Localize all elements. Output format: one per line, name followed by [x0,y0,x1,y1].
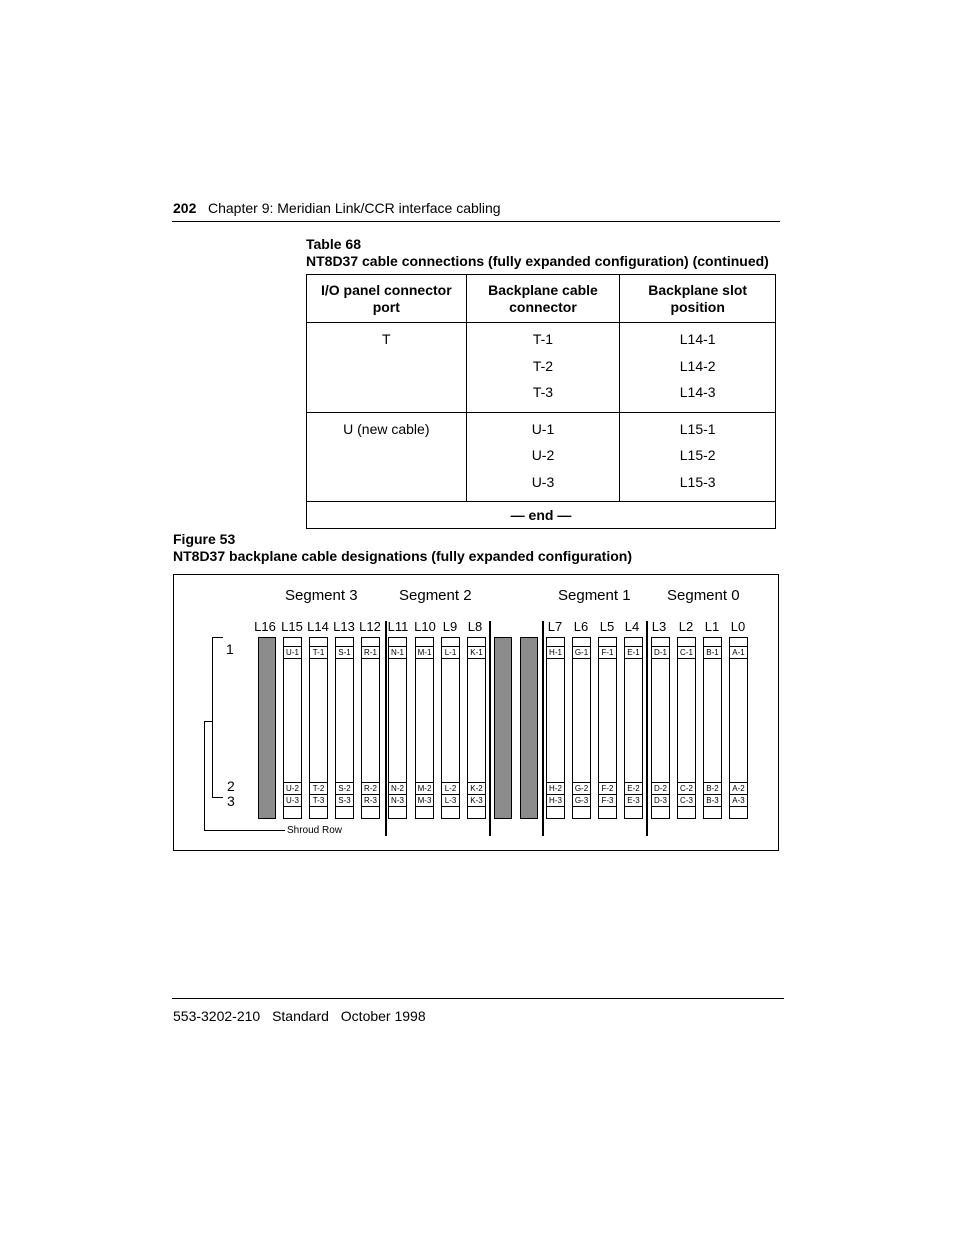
connector-label: D-2 [652,782,669,794]
connector-label: B-3 [704,794,721,807]
doc-status: Standard [272,1008,329,1024]
segment-1-label: Segment 1 [558,587,631,604]
connector-label: C-3 [678,794,695,807]
slot-label: L3 [651,619,667,634]
position-cell: L15-1 L15-2 L15-3 [620,412,776,502]
table-row [307,412,776,502]
connector-label: D-1 [652,646,669,659]
slot-card [415,637,434,819]
segment-divider [646,621,648,836]
table-end-row [307,502,776,529]
filler-slot [494,637,512,819]
connector-label: R-1 [362,646,379,659]
slot-label: L14 [307,619,329,634]
row-label-3: 3 [227,793,235,809]
slot-label: L4 [624,619,640,634]
slot-card [703,637,722,819]
connector-label: T-3 [310,794,327,807]
position-cell: L14-1 L14-2 L14-3 [620,323,776,413]
connector-label: R-3 [362,794,379,807]
slot-card [467,637,486,819]
connector-label: A-3 [730,794,747,807]
footer [173,1008,434,1024]
slot-label: L10 [414,619,436,634]
chapter-title: Chapter 9: Meridian Link/CCR interface cabling [208,200,501,216]
slot-card [283,637,302,819]
connector-label: N-1 [389,646,406,659]
connector-label: N-2 [389,782,406,794]
connector-label: H-1 [547,646,564,659]
figure-title: NT8D37 backplane cable designations (fully expanded configuration) [173,548,632,564]
port-cell: U (new cable) [307,412,467,502]
connector-label: A-2 [730,782,747,794]
column-header: Backplane slot position [620,275,776,323]
connector-label: K-2 [468,782,485,794]
connector-label: S-1 [336,646,353,659]
slot-card [598,637,617,819]
connector-label: E-3 [625,794,642,807]
filler-slot [520,637,538,819]
connector-label: T-2 [310,782,327,794]
slot-label: L5 [599,619,615,634]
slot-card [572,637,591,819]
slot-card [388,637,407,819]
slot-label: L2 [678,619,694,634]
slot-label: L1 [704,619,720,634]
slot-card [335,637,354,819]
table-title: NT8D37 cable connections (fully expanded configuration) (continued) [306,253,769,269]
shroud-bracket-tick [204,721,212,722]
connector-label: E-1 [625,646,642,659]
slot-label: L15 [281,619,303,634]
column-header: I/O panel connector port [307,275,467,323]
connector-label: M-3 [417,796,432,805]
slot-label: L7 [547,619,563,634]
slot-card [361,637,380,819]
connector-label: H-2 [547,782,564,794]
slot-label: L9 [442,619,458,634]
connector-label: F-1 [599,646,616,659]
slot-label: L8 [467,619,483,634]
connector-label: F-3 [599,794,616,807]
connector-label: G-3 [574,796,589,805]
doc-number: 553-3202-210 [173,1008,261,1024]
connector-label: D-3 [652,794,669,807]
page-number: 202 [173,200,197,216]
slot-card [677,637,696,819]
connector-label: H-3 [547,794,564,807]
connector-label: M-2 [417,784,432,793]
segment-divider [489,621,491,836]
shroud-row-label: Shroud Row [287,825,343,836]
slot-label: L12 [359,619,381,634]
connector-label: B-2 [704,782,721,794]
connector-label: L-1 [442,646,459,659]
table-end: — end — [307,502,776,529]
segment-2-label: Segment 2 [399,587,472,604]
connector-label: C-2 [678,782,695,794]
connector-label: L-2 [442,782,459,794]
connector-label: U-2 [284,782,301,794]
header-rule [172,221,780,222]
connector-label: K-1 [468,646,485,659]
segment-divider [542,621,544,836]
connector-cell: T-1 T-2 T-3 [466,323,620,413]
segment-divider [385,621,387,836]
footer-rule [172,998,784,999]
connector-label: S-2 [336,782,353,794]
slot-card [624,637,643,819]
connector-label: M-1 [417,648,432,657]
connector-label: G-2 [574,784,589,793]
slot-card [729,637,748,819]
connector-label: N-3 [389,794,406,807]
slot-card [441,637,460,819]
connector-label: C-1 [678,646,695,659]
slot-label: L0 [730,619,746,634]
filler-slot [258,637,276,819]
segment-0-label: Segment 0 [667,587,740,604]
connector-label: G-1 [574,648,589,657]
connector-label: U-3 [284,794,301,807]
column-header: Backplane cable connector [466,275,620,323]
doc-date: October 1998 [340,1008,426,1024]
connector-label: B-1 [704,646,721,659]
cable-connections-table [306,274,776,529]
figure-label: Figure 53 [173,531,236,547]
row-label-2: 2 [227,778,235,794]
connector-label: F-2 [599,782,616,794]
connector-label: U-1 [284,646,301,659]
connector-label: T-1 [310,646,327,659]
connector-label: K-3 [468,794,485,807]
slot-card [651,637,670,819]
slot-card [309,637,328,819]
slot-label: L16 [254,619,276,634]
slot-card [546,637,565,819]
port-cell: T [307,323,467,413]
table-row [307,323,776,413]
connector-label: L-3 [442,794,459,807]
slot-label: L11 [387,619,409,634]
slot-label: L6 [573,619,589,634]
table-label: Table 68 [306,236,361,252]
connector-label: A-1 [730,646,747,659]
segment-3-label: Segment 3 [285,587,358,604]
connector-cell: U-1 U-2 U-3 [466,412,620,502]
row-label-1: 1 [226,641,234,657]
connector-label: S-3 [336,794,353,807]
connector-label: E-2 [625,782,642,794]
slot-label: L13 [333,619,355,634]
connector-label: R-2 [362,782,379,794]
